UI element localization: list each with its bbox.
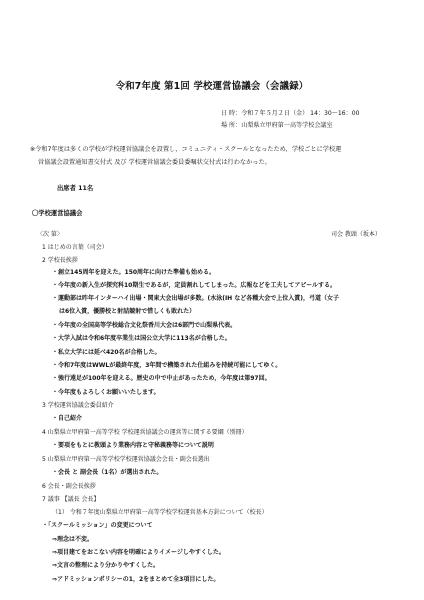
principal-point: ・私立大学には延べ420名が合格した。	[52, 349, 161, 356]
agenda-item-3: 3 学校運営協議会委員紹介	[42, 402, 114, 409]
notice-line-1: ※令和7年度は多くの学校が学校運営協議会を設置し，コミュニティ・スクールとなったため，学校ごとに学校運	[30, 146, 342, 153]
principal-point: ・強行遠足が100年を迎える。歴史の中で中止があったため，今年度は第97回。	[52, 375, 271, 382]
principal-point: ・今年度の新入生が探究科10期生であるが，定員割れしてしまった。広報などを工夫してアピールする。	[52, 282, 336, 289]
principal-point: ・大学入試は令和6年度卒業生は国公立大学に113名が合格した。	[52, 335, 231, 342]
attendee-count: 出席者 11名	[57, 185, 94, 192]
item3-note: ・自己紹介	[52, 415, 83, 422]
agenda-item-2: 2 学校長挨拶	[42, 257, 78, 264]
meeting-date: 日 時：令和７年５月２日（金） 14：30～16：00	[221, 110, 360, 117]
moderator: 司会 教頭（坂本）	[331, 231, 381, 238]
agenda-item-6: 6 会長・副会長挨拶	[42, 483, 96, 490]
principal-point: ・令和7年度はWWLが最終年度，3年間で構築された仕組みを持続可能にしてゆく。	[52, 362, 282, 369]
agenda-item-4: 4 山梨県立甲府第一高等学校 学校運営協議会の運営等に関する要綱（別冊）	[42, 429, 248, 436]
mission-point: ⇒アドミッションポリシーの1，2をまとめて全3項目にした。	[52, 576, 220, 583]
agenda-item-7: 7 議事 【議長 会長】	[42, 496, 100, 503]
mission-point: ⇒項目建てをおこない内容を明確によりイメージしやすくした。	[52, 549, 225, 556]
mission-point: ⇒理念は不変。	[52, 536, 94, 543]
document-title: 令和7年度 第1回 学校運営協議会（会議録）	[115, 81, 309, 92]
principal-point: ・今年度の全国高等学校総合文化祭香川大会は6部門で山梨県代表。	[52, 322, 237, 329]
section-heading: 〇学校運営協議会	[32, 210, 83, 217]
principal-point: ・運動部は昨年インターハイ出場・関東大会出場が多数。(水泳(IH など各種大会で上位入賞)，弓道（女子	[52, 295, 340, 302]
principal-point: ・創立145周年を迎えた。150周年に向けた準備も始める。	[52, 269, 216, 276]
item5-note: ・会長 と 副会長（1名）が選出された。	[52, 469, 163, 476]
mission-heading: ・「スクールミッション」の変更について	[42, 522, 153, 529]
agenda-item-7-1: （1） 令和７年度山梨県立甲府第一高等学校学校運営基本方針について（校長）	[52, 509, 268, 516]
mission-point: ⇒文言の整理により分かりやすくした。	[52, 562, 160, 569]
notice-line-2: 営協議会設置通知書交付式 及び 学校運営協議会委員委嘱状交付式は行わなかった。	[38, 159, 271, 166]
agenda-item-5: 5 山梨県立甲府第一高等学校学校運営協議会会長・副会長選出	[42, 456, 210, 463]
meeting-place: 場 所：山梨県立甲府第一高等学校会議室	[221, 122, 333, 129]
principal-point: ・今年度もよろしくお願いいたします。	[52, 389, 160, 396]
item4-note: ・要項をもとに教頭より業務内容と守秘義務等について説明	[52, 442, 214, 449]
agenda-item-1: 1 はじめの言葉（司会）	[42, 244, 108, 251]
agenda-label: 〈次 第〉	[37, 231, 63, 238]
principal-point: は6位入賞，優勝校と射詰競射で惜しくも敗れた）	[59, 308, 196, 315]
